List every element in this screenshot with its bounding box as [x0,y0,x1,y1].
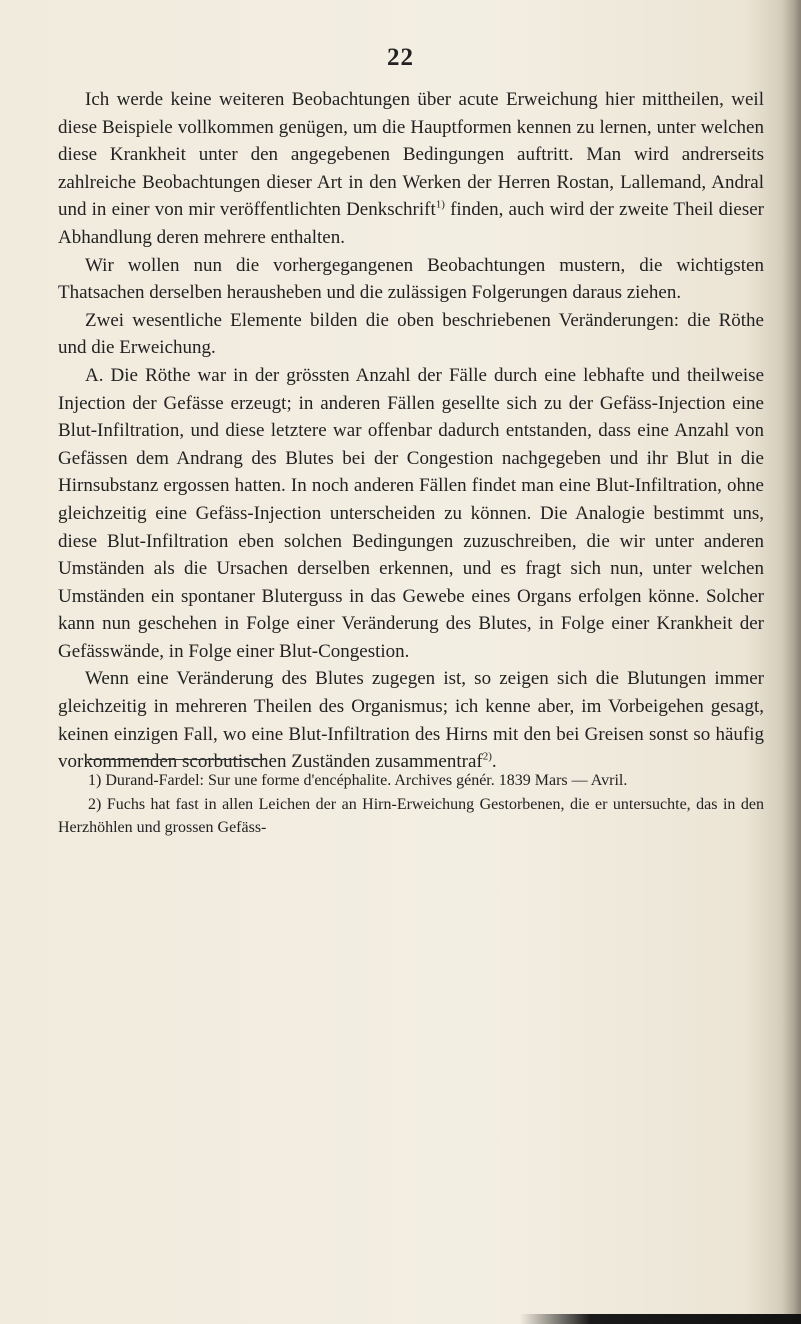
scan-shadow-bar [520,1314,801,1324]
footnote-ref-1: 1) [435,199,445,212]
paragraph-5-text: Wenn eine Veränderung des Blutes zugegen ist, so zeigen sich die Blutungen immer gleichzeitig in mehreren Theilen des Organismus; ich kenne aber, im Vorbeigehen gesagt, keinen einzigen Fall, wo eine Blut-Infiltration des Hirns mit den bei Greisen sonst so häufig vorkommenden scorbutischen Zuständen zusammentraf [58,668,764,773]
footnote-2: 2) Fuchs hat fast in allen Leichen der an Hirn-Erweichung Gestorbenen, die er untersuchte, das in den Herzhöhlen und grossen Gefäss- [58,795,764,836]
paragraph-5-continued: . [491,751,497,773]
footnotes [58,769,764,840]
main-text [58,86,764,776]
footnote-1: 1) Durand-Fardel: Sur une forme d'encéphalite. Archives génér. 1839 Mars — Avril. [88,772,628,789]
paragraph-3: Zwei wesentliche Elemente bilden die oben beschriebenen Veränderungen: die Röthe und die Erweichung. [58,309,764,359]
page-binding-edge [783,0,801,1324]
paragraph-2: Wir wollen nun die vorhergegangenen Beobachtungen mustern, die wichtigsten Thatsachen derselben herausheben und die zulässigen Folgerungen daraus ziehen. [58,254,764,304]
footnote-rule [87,759,264,760]
footnote-ref-2: 2) [482,750,492,763]
paragraph-4: A. Die Röthe war in der grössten Anzahl der Fälle durch eine lebhafte und theilweise Injection der Gefässe erzeugt; in anderen Fällen gesellte sich zu der Gefäss-Injection eine Blut-Infiltration, und diese letztere war offenbar dadurch entstanden, dass eine Anzahl von Gefässen dem Andrang des Blutes bei der Congestion nachgegeben und ihr Blut in die Hirnsubstanz ergossen hatten. In noch anderen Fällen findet man eine Blut-Infiltration, ohne gleichzeitig eine Gefäss-Injection unterscheiden zu können. Die Analogie bestimmt uns, diese Blut-Infiltration eben solchen Bedingungen zuzuschreiben, die wir unter anderen Umständen als die Ursachen derselben erkennen, und es fragt sich nun, unter welchen Umständen ein spontaner Bluterguss in das Gewebe eines Organs erfolgen könne. Solcher kann nun geschehen in Folge einer Veränderung des Blutes, in Folge einer Krankheit der Gefässwände, in Folge einer Blut-Congestion. [58,364,764,662]
paragraph-1-continued: finden, auch wird der zweite Theil dieser Abhandlung deren mehrere enthalten. [58,199,764,248]
paragraph-1-text: Ich werde keine weiteren Beobachtungen über acute Erweichung hier mittheilen, weil diese Beispiele vollkommen genügen, um die Hauptformen kennen zu lernen, unter welchen diese Krankheit unter den angegebenen Bedingungen auftritt. Man wird andrerseits zahlreiche Beobachtungen dieser Art in den Werken der Herren Rostan, Lallemand, Andral und in einer von mir veröffentlichten Denkschrift [58,89,764,221]
paragraph-1 [58,86,764,252]
page-number: 22 [387,44,414,71]
